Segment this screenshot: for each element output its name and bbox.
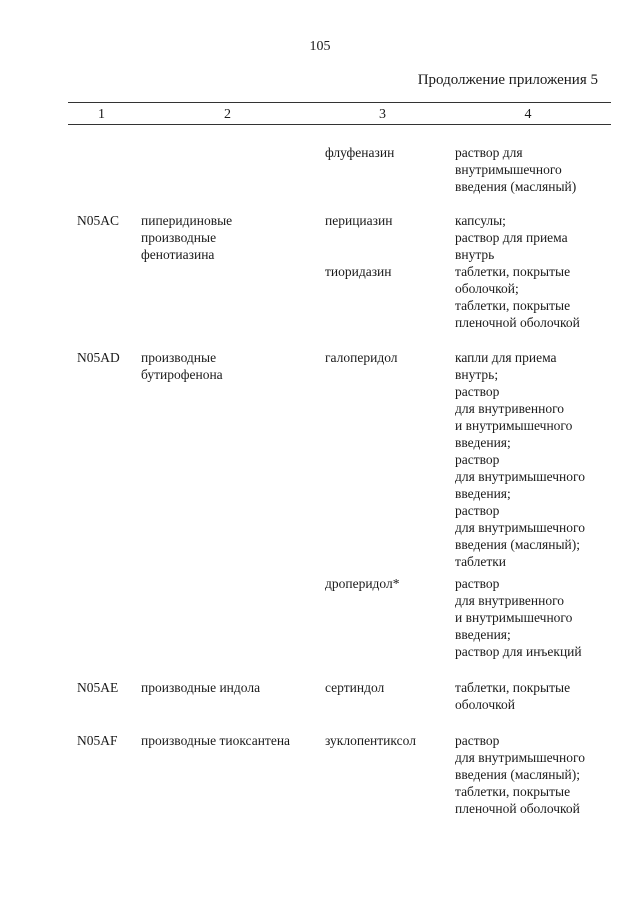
header-col-3: 3 [379,107,386,122]
dosage-forms: капли для приема внутрь; раствор для внутривенного и внутримышечного введения; раствор для внутримышечного введения; раствор для внутримышечного введения (масляный); таблетки [455,350,585,569]
atc-code: N05AD [77,350,120,365]
atc-code: N05AC [77,213,120,228]
drug-name: флуфеназин [325,145,395,160]
drug-name: тиоридазин [325,264,392,279]
atc-code: N05AE [77,680,119,695]
header-bottom-rule [68,124,611,125]
drug-name: перициазин [325,213,393,228]
dosage-forms: капсулы; раствор для приема внутрь [455,213,568,262]
header-col-1: 1 [98,107,105,122]
drug-name: сертиндол [325,680,385,695]
drug-name: дроперидол* [325,576,400,591]
atc-group: производные индола [141,680,261,695]
drug-name: галоперидол [325,350,398,365]
dosage-forms: раствор для внутривенного и внутримышечного введения; раствор для инъекций [455,576,582,659]
header-col-2: 2 [224,107,231,122]
dosage-forms: таблетки, покрытые оболочкой [455,680,571,712]
atc-code: N05AF [77,733,118,748]
dosage-forms: раствор для внутримышечного введения (масляный); таблетки, покрытые пленочной оболочкой [455,733,585,816]
table-top-rule [68,102,611,103]
atc-group: производные бутирофенона [141,350,223,382]
dosage-forms: раствор для внутримышечного введения (масляный) [455,145,577,194]
atc-group: производные тиоксантена [141,733,291,748]
header-col-4: 4 [524,107,532,122]
continuation-label: Продолжение приложения 5 [417,72,598,88]
dosage-forms: таблетки, покрытые оболочкой; таблетки, покрытые пленочной оболочкой [455,264,580,330]
atc-group: пиперидиновые производные фенотиазина [141,213,233,262]
page-number: 105 [309,39,331,54]
drug-name: зуклопентиксол [325,733,416,748]
